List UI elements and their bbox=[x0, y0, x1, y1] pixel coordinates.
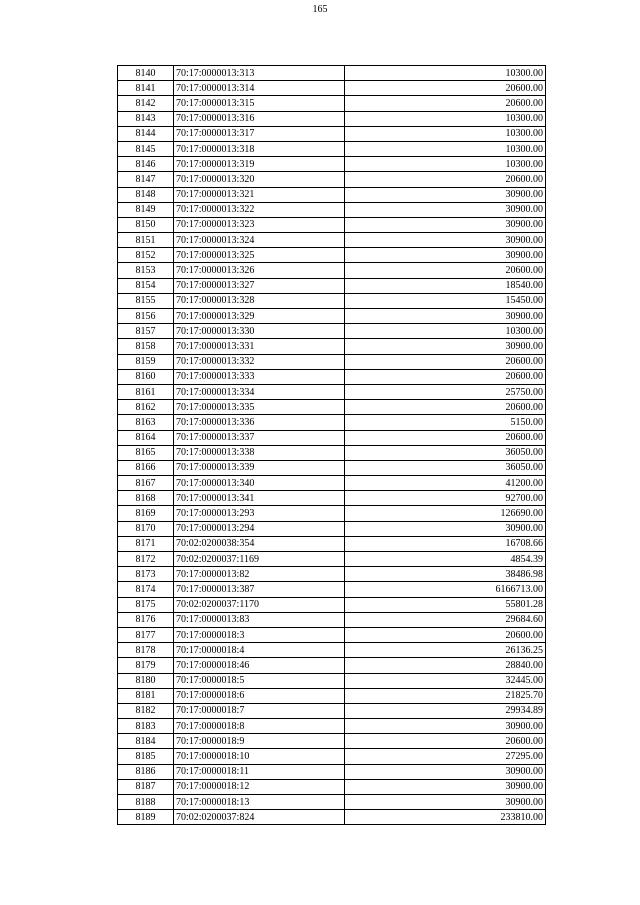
cadastral-number-cell: 70:17:0000018:3 bbox=[174, 627, 345, 642]
table-row bbox=[118, 309, 546, 324]
cadastral-number-cell: 70:17:0000013:322 bbox=[174, 202, 345, 217]
value-cell: 20600.00 bbox=[345, 734, 546, 749]
table-row bbox=[118, 582, 546, 597]
cadastral-number-cell: 70:17:0000013:387 bbox=[174, 582, 345, 597]
value-cell: 36050.00 bbox=[345, 460, 546, 475]
row-number-cell: 8140 bbox=[118, 66, 174, 81]
table-row bbox=[118, 749, 546, 764]
value-cell: 30900.00 bbox=[345, 339, 546, 354]
table-row bbox=[118, 172, 546, 187]
table-row bbox=[118, 719, 546, 734]
value-cell: 30900.00 bbox=[345, 795, 546, 810]
value-cell: 30900.00 bbox=[345, 764, 546, 779]
table-row bbox=[118, 248, 546, 263]
row-number-cell: 8164 bbox=[118, 430, 174, 445]
row-number-cell: 8146 bbox=[118, 157, 174, 172]
value-cell: 30900.00 bbox=[345, 217, 546, 232]
table-row bbox=[118, 400, 546, 415]
row-number-cell: 8165 bbox=[118, 445, 174, 460]
row-number-cell: 8183 bbox=[118, 719, 174, 734]
table-row bbox=[118, 688, 546, 703]
row-number-cell: 8184 bbox=[118, 734, 174, 749]
table-row bbox=[118, 795, 546, 810]
cadastral-number-cell: 70:17:0000013:318 bbox=[174, 141, 345, 156]
row-number-cell: 8156 bbox=[118, 309, 174, 324]
table-row bbox=[118, 491, 546, 506]
cadastral-number-cell: 70:17:0000018:12 bbox=[174, 779, 345, 794]
cadastral-number-cell: 70:02:0200038:354 bbox=[174, 536, 345, 551]
cadastral-number-cell: 70:17:0000013:340 bbox=[174, 476, 345, 491]
cadastral-number-cell: 70:17:0000013:316 bbox=[174, 111, 345, 126]
value-cell: 30900.00 bbox=[345, 719, 546, 734]
cadastral-number-cell: 70:02:0200037:1170 bbox=[174, 597, 345, 612]
table-row bbox=[118, 293, 546, 308]
cadastral-number-cell: 70:17:0000013:323 bbox=[174, 217, 345, 232]
table-row bbox=[118, 263, 546, 278]
row-number-cell: 8174 bbox=[118, 582, 174, 597]
table-row bbox=[118, 567, 546, 582]
table-row bbox=[118, 384, 546, 399]
row-number-cell: 8161 bbox=[118, 384, 174, 399]
row-number-cell: 8157 bbox=[118, 324, 174, 339]
cadastral-number-cell: 70:17:0000013:294 bbox=[174, 521, 345, 536]
row-number-cell: 8166 bbox=[118, 460, 174, 475]
value-cell: 20600.00 bbox=[345, 400, 546, 415]
table-body bbox=[118, 66, 546, 825]
row-number-cell: 8171 bbox=[118, 536, 174, 551]
value-cell: 5150.00 bbox=[345, 415, 546, 430]
table-row bbox=[118, 536, 546, 551]
table-row bbox=[118, 81, 546, 96]
table-row bbox=[118, 96, 546, 111]
row-number-cell: 8176 bbox=[118, 612, 174, 627]
row-number-cell: 8175 bbox=[118, 597, 174, 612]
table-row bbox=[118, 187, 546, 202]
row-number-cell: 8147 bbox=[118, 172, 174, 187]
row-number-cell: 8160 bbox=[118, 369, 174, 384]
value-cell: 20600.00 bbox=[345, 369, 546, 384]
row-number-cell: 8168 bbox=[118, 491, 174, 506]
value-cell: 30900.00 bbox=[345, 521, 546, 536]
cadastral-number-cell: 70:17:0000013:335 bbox=[174, 400, 345, 415]
row-number-cell: 8189 bbox=[118, 810, 174, 825]
cadastral-value-table bbox=[117, 65, 546, 825]
value-cell: 30900.00 bbox=[345, 779, 546, 794]
table-row bbox=[118, 445, 546, 460]
table-row bbox=[118, 202, 546, 217]
row-number-cell: 8162 bbox=[118, 400, 174, 415]
row-number-cell: 8170 bbox=[118, 521, 174, 536]
table-row bbox=[118, 217, 546, 232]
row-number-cell: 8145 bbox=[118, 141, 174, 156]
value-cell: 16708.66 bbox=[345, 536, 546, 551]
row-number-cell: 8142 bbox=[118, 96, 174, 111]
table-row bbox=[118, 157, 546, 172]
cadastral-number-cell: 70:02:0200037:824 bbox=[174, 810, 345, 825]
value-cell: 10300.00 bbox=[345, 324, 546, 339]
cadastral-number-cell: 70:17:0000018:13 bbox=[174, 795, 345, 810]
cadastral-number-cell: 70:17:0000018:5 bbox=[174, 673, 345, 688]
row-number-cell: 8149 bbox=[118, 202, 174, 217]
cadastral-number-cell: 70:17:0000013:341 bbox=[174, 491, 345, 506]
row-number-cell: 8181 bbox=[118, 688, 174, 703]
table-row bbox=[118, 339, 546, 354]
row-number-cell: 8169 bbox=[118, 506, 174, 521]
table-row bbox=[118, 810, 546, 825]
cadastral-number-cell: 70:17:0000018:10 bbox=[174, 749, 345, 764]
value-cell: 10300.00 bbox=[345, 111, 546, 126]
cadastral-number-cell: 70:17:0000013:329 bbox=[174, 309, 345, 324]
cadastral-number-cell: 70:17:0000013:320 bbox=[174, 172, 345, 187]
cadastral-number-cell: 70:17:0000013:82 bbox=[174, 567, 345, 582]
cadastral-number-cell: 70:17:0000018:46 bbox=[174, 658, 345, 673]
value-cell: 20600.00 bbox=[345, 354, 546, 369]
cadastral-number-cell: 70:17:0000013:326 bbox=[174, 263, 345, 278]
row-number-cell: 8185 bbox=[118, 749, 174, 764]
row-number-cell: 8177 bbox=[118, 627, 174, 642]
value-cell: 20600.00 bbox=[345, 96, 546, 111]
value-cell: 41200.00 bbox=[345, 476, 546, 491]
cadastral-number-cell: 70:17:0000013:324 bbox=[174, 233, 345, 248]
row-number-cell: 8144 bbox=[118, 126, 174, 141]
cadastral-number-cell: 70:17:0000013:339 bbox=[174, 460, 345, 475]
table-row bbox=[118, 658, 546, 673]
table-row bbox=[118, 324, 546, 339]
table-row bbox=[118, 673, 546, 688]
cadastral-number-cell: 70:17:0000018:4 bbox=[174, 643, 345, 658]
value-cell: 233810.00 bbox=[345, 810, 546, 825]
value-cell: 29934.89 bbox=[345, 703, 546, 718]
cadastral-number-cell: 70:17:0000013:333 bbox=[174, 369, 345, 384]
cadastral-number-cell: 70:17:0000013:317 bbox=[174, 126, 345, 141]
value-cell: 20600.00 bbox=[345, 430, 546, 445]
value-cell: 10300.00 bbox=[345, 157, 546, 172]
table-row bbox=[118, 734, 546, 749]
page-number: 165 bbox=[312, 4, 328, 15]
value-cell: 6166713.00 bbox=[345, 582, 546, 597]
cadastral-number-cell: 70:17:0000013:334 bbox=[174, 384, 345, 399]
value-cell: 55801.28 bbox=[345, 597, 546, 612]
table-row bbox=[118, 506, 546, 521]
value-cell: 28840.00 bbox=[345, 658, 546, 673]
row-number-cell: 8154 bbox=[118, 278, 174, 293]
table-row bbox=[118, 369, 546, 384]
value-cell: 18540.00 bbox=[345, 278, 546, 293]
cadastral-number-cell: 70:17:0000013:321 bbox=[174, 187, 345, 202]
row-number-cell: 8178 bbox=[118, 643, 174, 658]
value-cell: 10300.00 bbox=[345, 126, 546, 141]
value-cell: 30900.00 bbox=[345, 248, 546, 263]
cadastral-number-cell: 70:17:0000013:330 bbox=[174, 324, 345, 339]
row-number-cell: 8155 bbox=[118, 293, 174, 308]
table-row bbox=[118, 415, 546, 430]
value-cell: 36050.00 bbox=[345, 445, 546, 460]
value-cell: 38486.98 bbox=[345, 567, 546, 582]
table-row bbox=[118, 278, 546, 293]
table-row bbox=[118, 521, 546, 536]
value-cell: 20600.00 bbox=[345, 172, 546, 187]
value-cell: 30900.00 bbox=[345, 202, 546, 217]
row-number-cell: 8187 bbox=[118, 779, 174, 794]
cadastral-number-cell: 70:17:0000013:83 bbox=[174, 612, 345, 627]
table-row bbox=[118, 627, 546, 642]
row-number-cell: 8152 bbox=[118, 248, 174, 263]
cadastral-number-cell: 70:17:0000018:9 bbox=[174, 734, 345, 749]
row-number-cell: 8158 bbox=[118, 339, 174, 354]
table-row bbox=[118, 66, 546, 81]
cadastral-number-cell: 70:17:0000013:314 bbox=[174, 81, 345, 96]
table-row bbox=[118, 643, 546, 658]
row-number-cell: 8179 bbox=[118, 658, 174, 673]
value-cell: 25750.00 bbox=[345, 384, 546, 399]
table-row bbox=[118, 430, 546, 445]
cadastral-number-cell: 70:02:0200037:1169 bbox=[174, 552, 345, 567]
row-number-cell: 8173 bbox=[118, 567, 174, 582]
table-row bbox=[118, 126, 546, 141]
row-number-cell: 8172 bbox=[118, 552, 174, 567]
row-number-cell: 8141 bbox=[118, 81, 174, 96]
table-row bbox=[118, 354, 546, 369]
cadastral-number-cell: 70:17:0000018:7 bbox=[174, 703, 345, 718]
value-cell: 20600.00 bbox=[345, 627, 546, 642]
value-cell: 30900.00 bbox=[345, 309, 546, 324]
cadastral-number-cell: 70:17:0000013:313 bbox=[174, 66, 345, 81]
value-cell: 21825.70 bbox=[345, 688, 546, 703]
row-number-cell: 8167 bbox=[118, 476, 174, 491]
row-number-cell: 8186 bbox=[118, 764, 174, 779]
row-number-cell: 8153 bbox=[118, 263, 174, 278]
cadastral-number-cell: 70:17:0000013:337 bbox=[174, 430, 345, 445]
cadastral-number-cell: 70:17:0000013:336 bbox=[174, 415, 345, 430]
value-cell: 92700.00 bbox=[345, 491, 546, 506]
row-number-cell: 8148 bbox=[118, 187, 174, 202]
row-number-cell: 8151 bbox=[118, 233, 174, 248]
row-number-cell: 8188 bbox=[118, 795, 174, 810]
table-row bbox=[118, 460, 546, 475]
table-row bbox=[118, 111, 546, 126]
value-cell: 20600.00 bbox=[345, 81, 546, 96]
cadastral-number-cell: 70:17:0000013:331 bbox=[174, 339, 345, 354]
value-cell: 4854.39 bbox=[345, 552, 546, 567]
table-row bbox=[118, 476, 546, 491]
table-row bbox=[118, 764, 546, 779]
value-cell: 26136.25 bbox=[345, 643, 546, 658]
row-number-cell: 8150 bbox=[118, 217, 174, 232]
cadastral-number-cell: 70:17:0000013:325 bbox=[174, 248, 345, 263]
table-row bbox=[118, 552, 546, 567]
value-cell: 20600.00 bbox=[345, 263, 546, 278]
value-cell: 32445.00 bbox=[345, 673, 546, 688]
table-row bbox=[118, 612, 546, 627]
cadastral-number-cell: 70:17:0000013:338 bbox=[174, 445, 345, 460]
value-cell: 10300.00 bbox=[345, 141, 546, 156]
cadastral-number-cell: 70:17:0000013:293 bbox=[174, 506, 345, 521]
cadastral-number-cell: 70:17:0000013:315 bbox=[174, 96, 345, 111]
cadastral-number-cell: 70:17:0000018:6 bbox=[174, 688, 345, 703]
table-row bbox=[118, 703, 546, 718]
table-row bbox=[118, 233, 546, 248]
value-cell: 30900.00 bbox=[345, 187, 546, 202]
table-row bbox=[118, 141, 546, 156]
value-cell: 10300.00 bbox=[345, 66, 546, 81]
value-cell: 15450.00 bbox=[345, 293, 546, 308]
value-cell: 126690.00 bbox=[345, 506, 546, 521]
row-number-cell: 8182 bbox=[118, 703, 174, 718]
value-cell: 27295.00 bbox=[345, 749, 546, 764]
value-cell: 30900.00 bbox=[345, 233, 546, 248]
cadastral-number-cell: 70:17:0000013:327 bbox=[174, 278, 345, 293]
value-cell: 29684.60 bbox=[345, 612, 546, 627]
cadastral-number-cell: 70:17:0000018:11 bbox=[174, 764, 345, 779]
cadastral-number-cell: 70:17:0000013:319 bbox=[174, 157, 345, 172]
row-number-cell: 8159 bbox=[118, 354, 174, 369]
row-number-cell: 8180 bbox=[118, 673, 174, 688]
cadastral-number-cell: 70:17:0000013:328 bbox=[174, 293, 345, 308]
cadastral-number-cell: 70:17:0000018:8 bbox=[174, 719, 345, 734]
cadastral-number-cell: 70:17:0000013:332 bbox=[174, 354, 345, 369]
row-number-cell: 8143 bbox=[118, 111, 174, 126]
row-number-cell: 8163 bbox=[118, 415, 174, 430]
table-row bbox=[118, 779, 546, 794]
table-row bbox=[118, 597, 546, 612]
